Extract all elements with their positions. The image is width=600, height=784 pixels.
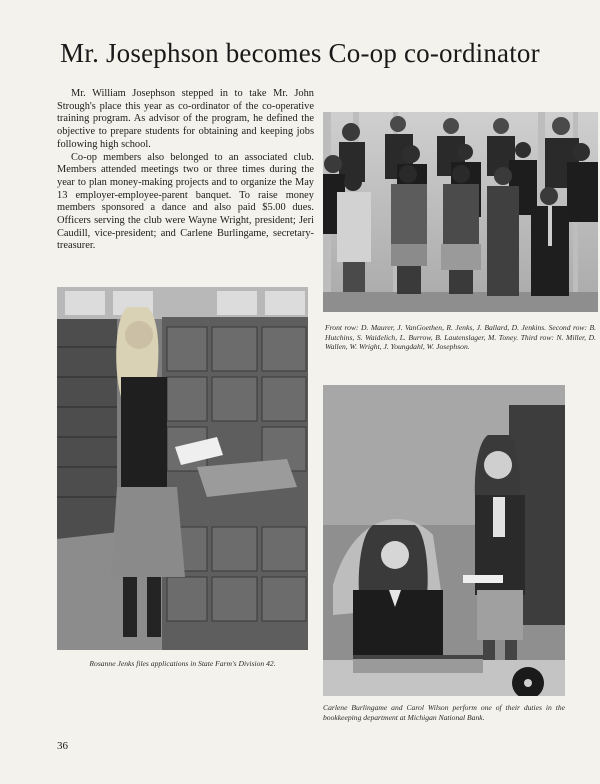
article-paragraph: Mr. William Josephson stepped in to take Mr. John Strough's place this year as co-ordinator of the co-operative training program. As advisor of the program, he defined the objective to prepare students for obtaining and keeping jobs following high school. [57,88,314,150]
group-photo [323,112,598,312]
bank-photo-caption: Carlene Burlingame and Carol Wilson perform one of their duties in the bookkeeping department at Michigan National Bank. [323,703,565,722]
bank-photo [323,385,565,696]
page-title: Mr. Josephson becomes Co-op co-ordinator [60,38,540,68]
article-body [57,88,314,253]
filing-photo [57,287,308,650]
group-photo-caption: Front row: D. Maurer, J. VanGoethen, R. Jenks, J. Ballard, D. Jenkins. Second row: B. Hutchins, S. Waidelich, L. Burrow, B. Lautenslager, M. Toney. Third row: N. Miller, D. Wallen, W. Wright, J. Youngdahl, W. Josephson. [325,323,596,352]
article-paragraph: Co-op members also belonged to an associated club. Members attended meetings two or three times during the year to plan money-making projects and to organize the May 13 employer-employee-parent banquet. To raise money members sponsored a dance and also paid $5.00 dues. Officers serving the club were Wayne Wright, president; Jeri Caudill, vice-president; and Carlene Burlingame, secretary-treasurer. [57,151,314,252]
page-number: 36 [57,740,68,752]
filing-photo-caption: Rosanne Jenks files applications in State Farm's Division 42. [89,659,276,668]
